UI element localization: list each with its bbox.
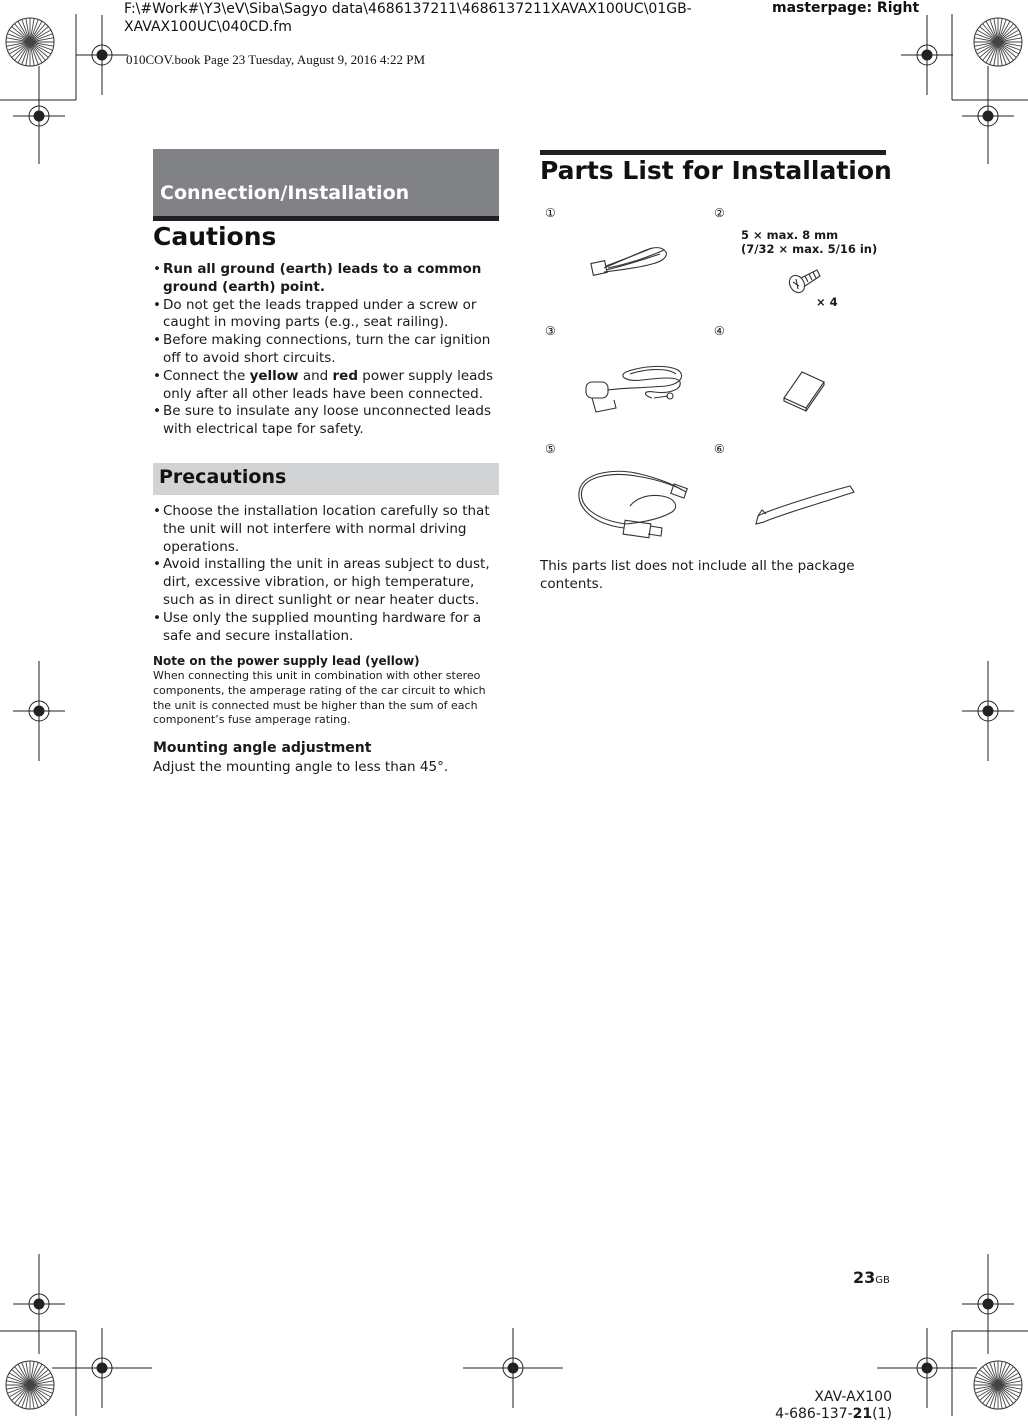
section-rule bbox=[153, 216, 499, 221]
screw-quantity: × 4 bbox=[816, 295, 838, 309]
list-item: • Use only the supplied mounting hardware for a safe and secure installation. bbox=[153, 610, 499, 646]
list-item: • Before making connections, turn the car ignition off to avoid short circuits. bbox=[153, 332, 499, 368]
precautions-heading: Precautions bbox=[159, 466, 287, 488]
precautions-banner bbox=[153, 463, 499, 495]
mounting-body: Adjust the mounting angle to less than 45°. bbox=[153, 759, 449, 775]
list-item: • Run all ground (earth) leads to a common ground (earth) point. bbox=[153, 261, 499, 297]
mounting-heading: Mounting angle adjustment bbox=[153, 740, 372, 756]
masterpage-label: masterpage: Right bbox=[772, 0, 920, 16]
screw-spec bbox=[741, 228, 877, 256]
cautions-list bbox=[153, 261, 499, 439]
list-item: • Connect the yellow and red power supply leads only after all other leads have been connected. bbox=[153, 368, 499, 404]
part-number-2: ② bbox=[714, 206, 725, 220]
list-item: • Do not get the leads trapped under a screw or caught in moving parts (e.g., seat railing). bbox=[153, 297, 499, 333]
precautions-list bbox=[153, 503, 499, 645]
removal-key-icon bbox=[752, 482, 856, 530]
file-path-line2: XAVAX100UC\040CD.fm bbox=[124, 19, 292, 35]
registration-star-icon bbox=[974, 1361, 1022, 1409]
wiring-harness-icon bbox=[588, 238, 670, 284]
section-banner bbox=[153, 149, 499, 216]
list-item: • Be sure to insulate any loose unconnected leads with electrical tape for safety. bbox=[153, 403, 499, 439]
part-number-3: ③ bbox=[545, 324, 556, 338]
book-info-line: 010COV.book Page 23 Tuesday, August 9, 2016 4:22 PM bbox=[126, 52, 426, 67]
parts-note: This parts list does not include all the package contents. bbox=[540, 558, 855, 592]
parts-rule bbox=[540, 150, 886, 155]
model-info bbox=[760, 1389, 892, 1423]
section-title: Connection/Installation bbox=[160, 182, 410, 204]
screw-spec-metric: 5 × max. 8 mm bbox=[741, 228, 839, 242]
file-path bbox=[124, 0, 724, 36]
part-number-1: ① bbox=[545, 206, 556, 220]
screw-spec-imperial: (7/32 × max. 5/16 in) bbox=[741, 242, 878, 256]
registration-star-icon bbox=[6, 1361, 54, 1409]
document-card-icon bbox=[780, 368, 828, 412]
page-number: 23GB bbox=[853, 1268, 890, 1287]
model-name: XAV-AX100 bbox=[814, 1389, 892, 1405]
part-code: 4-686-137-21(1) bbox=[775, 1406, 892, 1422]
file-path-line1: F:\#Work#\Y3\eV\Siba\Sagyo data\4686137211\4686137211XAVAX100UC\01GB- bbox=[124, 1, 692, 17]
note-title: Note on the power supply lead (yellow) bbox=[153, 654, 420, 668]
microphone-icon bbox=[582, 360, 690, 418]
part-number-4: ④ bbox=[714, 324, 725, 338]
registration-star-icon bbox=[974, 18, 1022, 66]
parts-heading: Parts List for Installation bbox=[540, 156, 892, 185]
note-body: When connecting this unit in combination with other stereo components, the amperage rating of the car circuit to which the unit is connected must be higher than the sum of each component’s fuse amperage rating. bbox=[153, 669, 486, 727]
usb-cable-icon bbox=[576, 470, 692, 542]
part-number-6: ⑥ bbox=[714, 442, 725, 456]
list-item: • Choose the installation location carefully so that the unit will not interfere with normal driving operations. bbox=[153, 503, 499, 556]
part-number-5: ⑤ bbox=[545, 442, 556, 456]
cautions-heading: Cautions bbox=[153, 222, 277, 251]
list-item: • Avoid installing the unit in areas subject to dust, dirt, excessive vibration, or high temperature, such as in direct sunlight or near heater ducts. bbox=[153, 556, 499, 609]
registration-star-icon bbox=[6, 18, 54, 66]
screw-icon bbox=[787, 262, 823, 296]
